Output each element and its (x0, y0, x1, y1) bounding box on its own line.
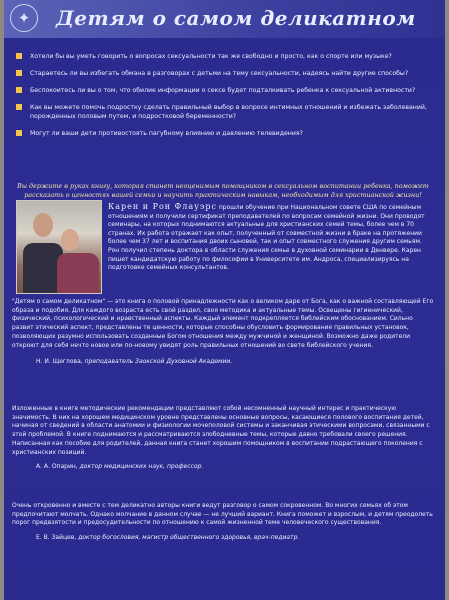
reviewer-name: А. А. Опарин, (36, 463, 78, 471)
question-item (16, 52, 436, 61)
authors-bio (108, 203, 430, 273)
page-title: Детям о самом деликатном (56, 6, 416, 30)
review-quote (12, 405, 436, 472)
square-bullet-icon (16, 130, 22, 136)
questions-list (16, 52, 436, 146)
publisher-logo-icon: ✦ (10, 4, 38, 32)
photo-woman-figure (57, 253, 99, 293)
question-item (16, 86, 436, 95)
review-signature (12, 463, 436, 472)
square-bullet-icon (16, 87, 22, 93)
reviewer-role: доктор богословия, магистр общественного здоровья, врач-педиатр. (78, 534, 300, 542)
authors-names: Карен и Рон Флауэрс (108, 202, 217, 211)
photo-woman-face (61, 229, 79, 251)
question-text: Могут ли ваши дети противостоять пагубному влиянию и давлению телевидения? (30, 130, 303, 137)
reviewer-role: доктор медицинских наук, профессор. (79, 463, 204, 471)
reviewer-name: Н. И. Щеглова, (36, 358, 83, 366)
question-text: Хотели бы вы уметь говорить о вопросах сексуальности так же свободно и просто, как о спорте или музыке? (30, 53, 392, 60)
reviewer-name: Е. В. Зайцев, (36, 534, 77, 542)
review-text: "Детям о самом деликатном" — это книга о половой принадлежности как о великом даре от Бога, как о важной составляющей Его образа и подобия. Для каждого возраста есть свой раздел, своя методика и актуальные темы. Освещены гигиенический, физический, психологический и нравственный аспекты. Каждый элемент подкрепляется библейским обоснованием. Сильно развит этический аспект, представлены те ценности, которые способны обусловить формирование правильных установок, позволяющих разумно использовать созданные Богом отношения между мужчиной и женщиной. Возможно даже родители откроют для себя нечто новое или по-новому увидят роль правильных отношений во свете библейского учения. (12, 298, 434, 349)
book-back-cover (4, 0, 445, 600)
question-text: Беспокоитесь ли вы о том, что обилие информации о сексе будет подталкивать ребенка к сексуальной активности? (30, 87, 416, 94)
question-item (16, 103, 436, 121)
photo-man-face (33, 213, 53, 237)
review-text: Очень откровенно и вместе с тем деликатно авторы книги ведут разговор о самом сокровенном. Во многих семьях об этом предпочитают молчать. Однако молчание в данном случае — не лучший вариант. Книга поможет и взрослым, и детям преодолеть порог предвзятости и предосудительности по отношению к самой жизненной теме человеческого существования. (12, 502, 433, 527)
review-text: Изложенные в книге методические рекомендации представляют собой несомненный научный интерес и практическую значимость. В них на хорошем медицинском уровне представлены основные вопросы, касающиеся полового воспитания детей, начиная от сведений в области анатомии и физиологии мочеполовой системы и заканчивая этическими вопросами, связанными с этой проблемой. В книге поднимаются и рассматриваются злободневные темы, которые давно требовали своего решения. Написанная как пособие для родителей, данная книга станет хорошим помощником в воспитании подрастающего поколения с христианских позиций. (12, 405, 430, 456)
square-bullet-icon (16, 53, 22, 59)
review-quote (12, 502, 436, 543)
header-bar (4, 0, 445, 38)
square-bullet-icon (16, 70, 22, 76)
question-text: Как вы можете помочь подростку сделать правильный выбор в вопросе интимных отношений и избежать заболеваний, порожденных половым путем, и подростковой беременности? (30, 104, 427, 120)
review-signature (12, 534, 436, 543)
review-quote (12, 298, 436, 367)
review-signature (12, 358, 436, 367)
authors-photo (16, 200, 102, 294)
question-item (16, 69, 436, 78)
intro-text: Вы держите в руках книгу, которая станет неоценимым помощником в сексуальном воспитании ребенка, поможет рассказать о ценностях вашей семьи и научить практическим навыкам, необходимым для христианской жизни! (17, 182, 429, 199)
question-text: Стараетесь ли вы избегать обмана в разговорах с детьми на тему сексуальности, надеясь найти другие способы? (30, 70, 409, 77)
square-bullet-icon (16, 104, 22, 110)
bio-text: прошли обучение при Национальном совете США по семейным отношениям и получили сертификат преподавателей по вопросам семейной жизни. Они проводят семинары, на которых поднимаются актуальные для христианских семей темы, более чем в 70 странах. Их работа отражает как опыт, полученный от совместной жизни в браке на протяжении более чем 37 лет и воспитания двоих сыновей, так и опыт совместного служения другим семьям. Рон получил степень доктора в области служения семье в духовной семинарии в Денвере. Карен пишет кандидатскую работу по философии в Университете им. Андроса, специализируясь на подготовке семейных консультантов. (108, 204, 425, 272)
question-item (16, 129, 436, 138)
reviewer-role: преподаватель Заокской Духовной Академии. (84, 358, 233, 366)
